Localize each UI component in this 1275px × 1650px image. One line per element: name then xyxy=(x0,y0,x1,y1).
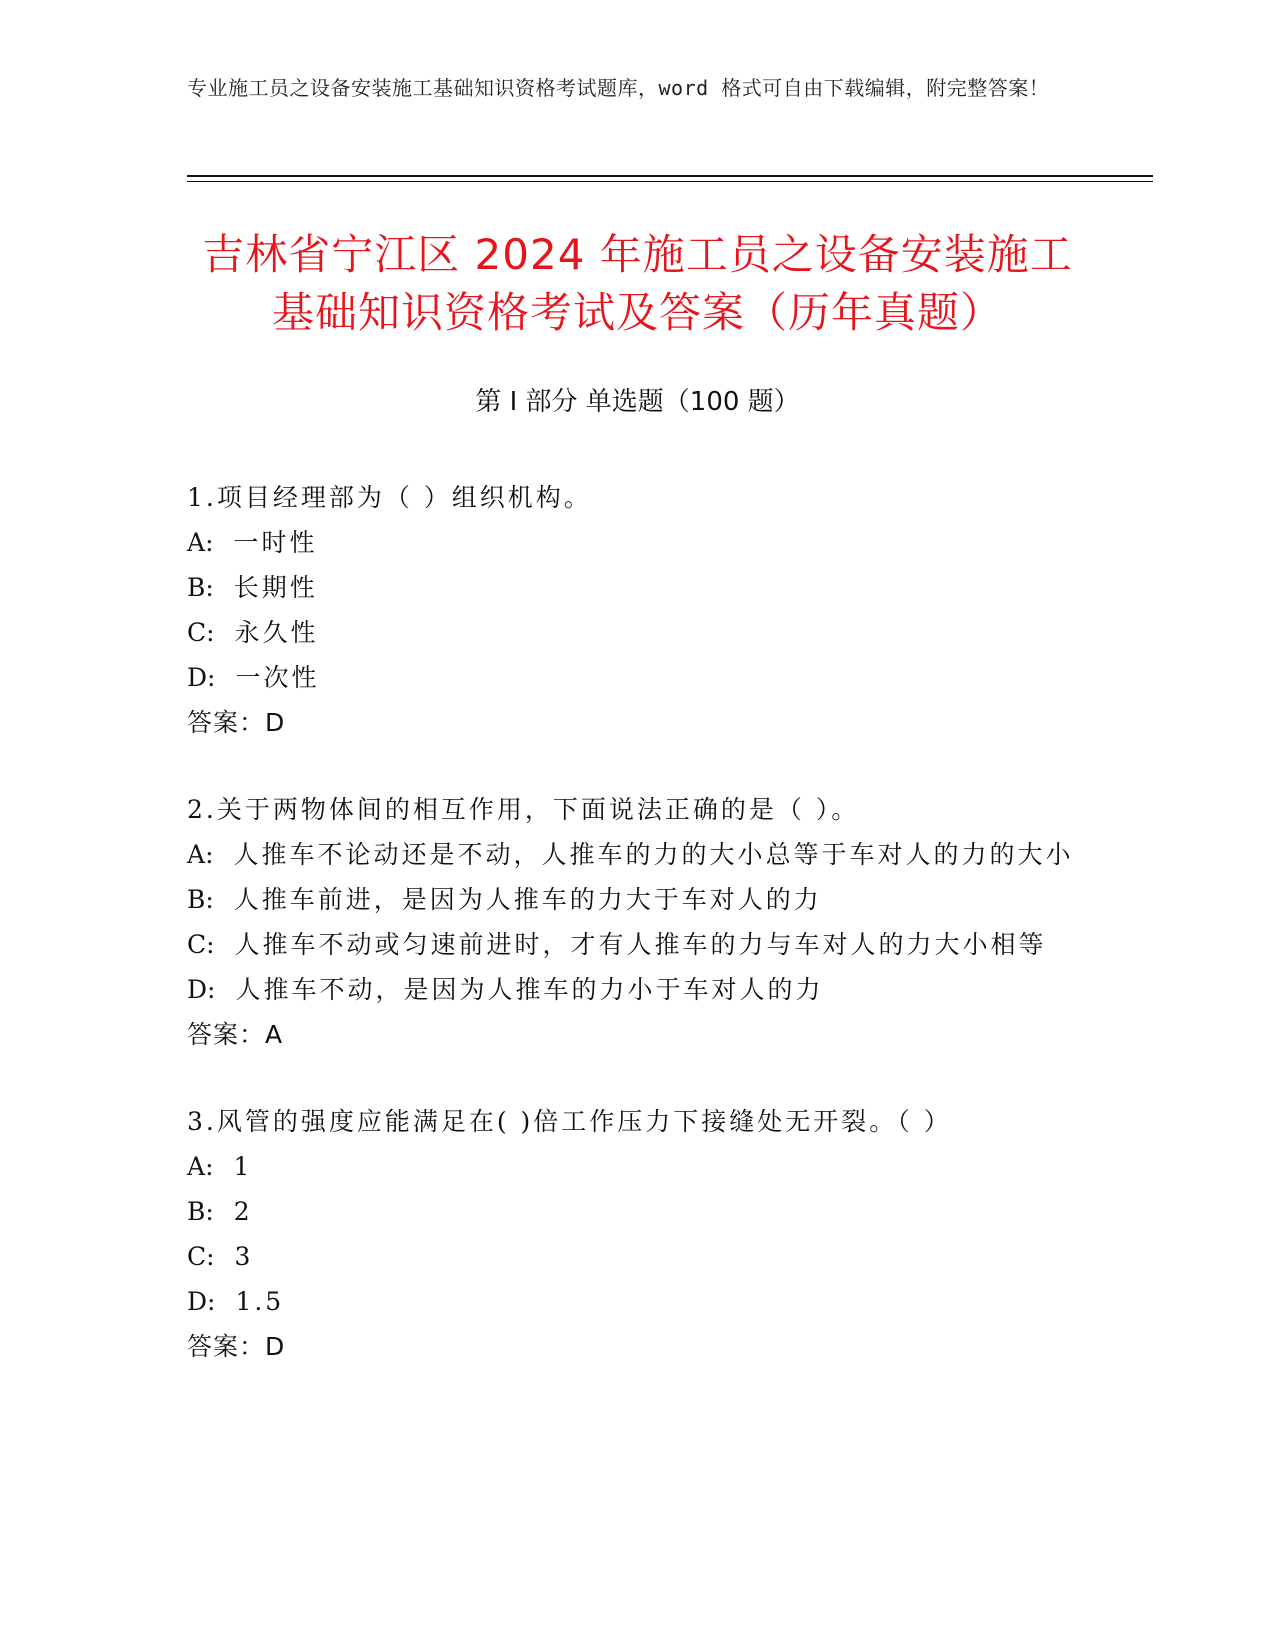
option-separator: : xyxy=(205,573,217,602)
document-title xyxy=(150,226,1125,342)
option-separator: : xyxy=(207,975,219,1004)
option-letter: C xyxy=(187,930,207,959)
question-1 xyxy=(187,475,1087,745)
option-b xyxy=(187,565,1087,610)
document-title-line1: 吉林省宁江区 2024 年施工员之设备安装施工 xyxy=(202,230,1073,279)
option-d xyxy=(187,1279,1087,1324)
option-text: 人推车不动或匀速前进时，才有人推车的力与车对人的力大小相等 xyxy=(234,930,1047,959)
option-letter: B xyxy=(187,573,206,602)
option-separator: : xyxy=(205,840,217,869)
option-separator: : xyxy=(206,930,218,959)
option-letter: A xyxy=(187,528,206,557)
header-rule-thin xyxy=(187,181,1153,182)
section-heading: 第 I 部分 单选题（100 题） xyxy=(475,387,800,417)
option-letter: C xyxy=(187,1242,207,1271)
option-c xyxy=(187,1234,1087,1279)
option-letter: B xyxy=(187,885,206,914)
option-a xyxy=(187,1144,1087,1189)
option-text: 人推车不论动还是不动，人推车的力的大小总等于车对人的力的大小 xyxy=(233,840,1074,869)
option-letter: A xyxy=(187,1152,206,1181)
option-text: 1.5 xyxy=(235,1287,285,1316)
option-separator: : xyxy=(207,663,219,692)
option-d xyxy=(187,967,1087,1012)
option-separator: : xyxy=(205,528,217,557)
option-letter: C xyxy=(187,618,207,647)
option-letter: D xyxy=(187,975,208,1004)
header-rule-thick xyxy=(187,175,1153,177)
option-text: 人推车前进，是因为人推车的力大于车对人的力 xyxy=(233,885,822,914)
option-text: 一次性 xyxy=(235,663,320,692)
question-stem: 2.关于两物体间的相互作用，下面说法正确的是（ ）。 xyxy=(187,795,860,824)
question-3 xyxy=(187,1099,1087,1369)
document-title-line2: 基础知识资格考试及答案（历年真题） xyxy=(271,288,1003,337)
option-letter: B xyxy=(187,1197,206,1226)
option-text: 1 xyxy=(233,1152,253,1181)
option-a xyxy=(187,520,1087,565)
option-separator: : xyxy=(206,618,218,647)
answer: 答案：D xyxy=(187,708,286,737)
answer: 答案：D xyxy=(187,1332,286,1361)
option-text: 3 xyxy=(234,1242,254,1271)
option-separator: : xyxy=(205,1152,217,1181)
answer: 答案：A xyxy=(187,1020,284,1049)
option-text: 人推车不动，是因为人推车的力小于车对人的力 xyxy=(235,975,824,1004)
option-text: 一时性 xyxy=(233,528,318,557)
option-separator: : xyxy=(207,1287,219,1316)
option-separator: : xyxy=(205,1197,217,1226)
option-letter: D xyxy=(187,1287,208,1316)
option-letter: D xyxy=(187,663,208,692)
option-separator: : xyxy=(206,1242,218,1271)
option-c xyxy=(187,610,1087,655)
option-a xyxy=(187,832,1087,877)
option-b xyxy=(187,1189,1087,1234)
option-separator: : xyxy=(205,885,217,914)
option-d xyxy=(187,655,1087,700)
option-letter: A xyxy=(187,840,206,869)
option-b xyxy=(187,877,1087,922)
header-note: 专业施工员之设备安装施工基础知识资格考试题库，word 格式可自由下载编辑，附完整答案！ xyxy=(187,76,1050,100)
option-text: 永久性 xyxy=(234,618,319,647)
option-c xyxy=(187,922,1087,967)
option-text: 2 xyxy=(233,1197,253,1226)
question-stem: 3.风管的强度应能满足在( )倍工作压力下接缝处无开裂。（ ） xyxy=(187,1107,952,1136)
question-list xyxy=(187,475,1087,1411)
question-stem: 1.项目经理部为（ ）组织机构。 xyxy=(187,483,592,512)
option-text: 长期性 xyxy=(233,573,318,602)
question-2 xyxy=(187,787,1087,1057)
